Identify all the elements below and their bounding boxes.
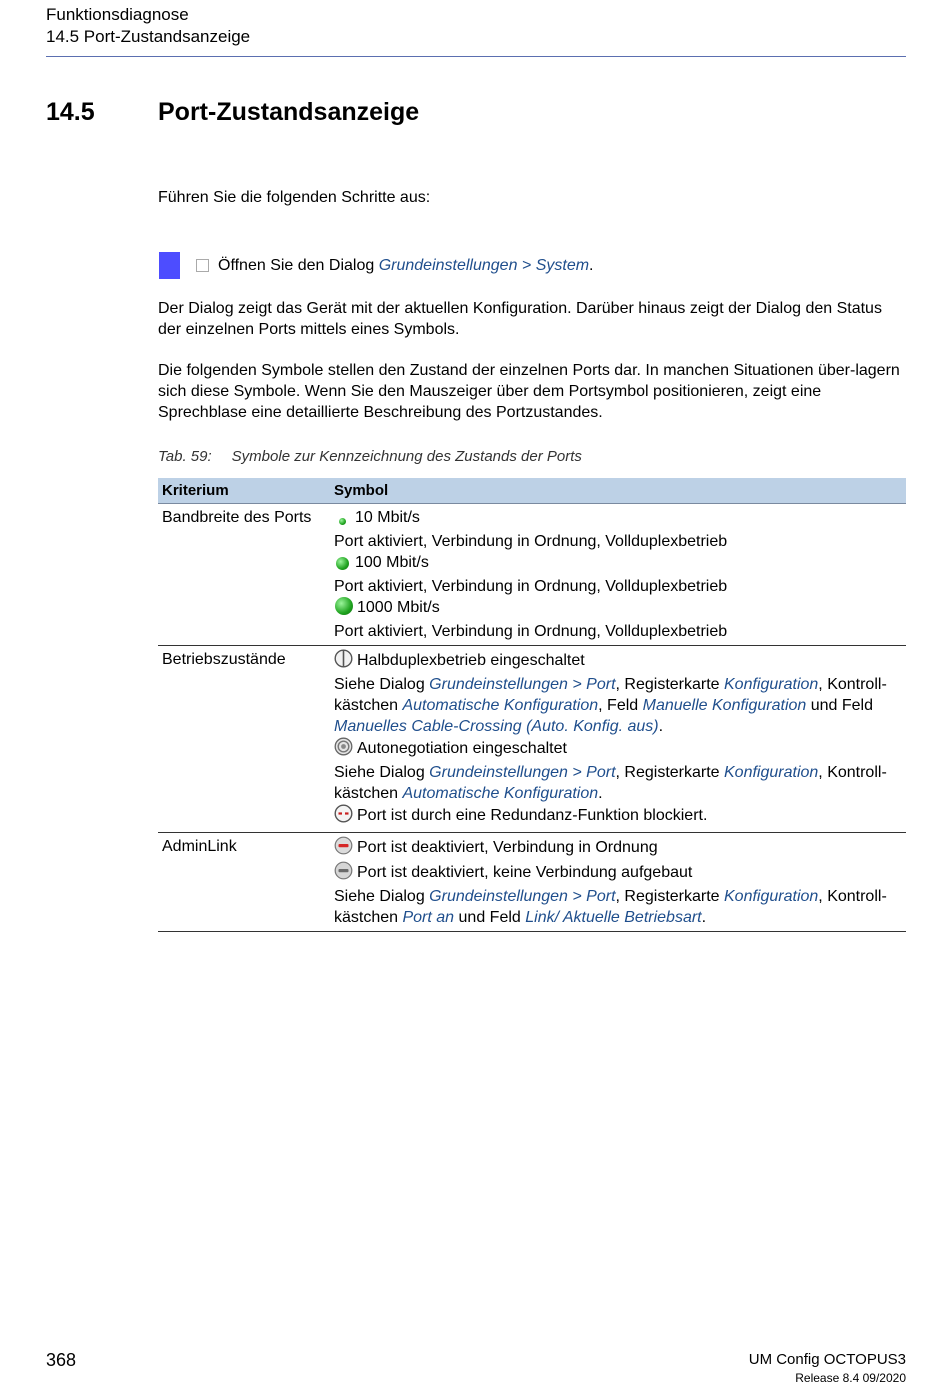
table-caption: Tab. 59: Symbole zur Kennzeichnung des Zustands der Ports <box>158 448 582 465</box>
link-konfiguration-tab[interactable]: Konfiguration <box>724 888 819 905</box>
paragraph-2: Die folgenden Symbole stellen den Zustand der einzelnen Ports dar. In manchen Situationen über-lagern sich diese Symbole. Wenn Sie den Mauszeiger über dem Portsymbol positionieren, zeigt eine Sprechblase eine detaillierte Beschreibung des Portzustandes. <box>158 362 900 421</box>
link-auto-config[interactable]: Automatische Konfiguration <box>402 785 599 802</box>
port-disabled-link-ok-icon <box>334 836 353 861</box>
port-disabled-no-link-icon <box>334 861 353 886</box>
col-header-symbol: Symbol <box>330 478 906 504</box>
symbol-cell: Port ist deaktiviert, Verbindung in Ordnung Port ist deaktiviert, keine Verbindung aufgebaut Siehe Dialog Grundeinstellungen > Port, Registerkarte Konfiguration, Kontroll-kästchen Port an und Feld Link/ Aktuelle Betriebsart. <box>330 833 906 932</box>
link-manual-cable-crossing[interactable]: Manuelles Cable-Crossing (Auto. Konfig. aus) <box>334 718 659 735</box>
port-symbol-table <box>158 478 906 932</box>
port-100mbit-icon <box>334 555 351 576</box>
adminlink-reference: Siehe Dialog Grundeinstellungen > Port, Registerkarte Konfiguration, Kontroll-kästchen Port an und Feld Link/ Aktuelle Betriebsart. <box>334 888 887 926</box>
halfduplex-reference: Siehe Dialog Grundeinstellungen > Port, Registerkarte Konfiguration, Kontroll-kästchen Automatische Konfiguration, Feld Manuelle Konfiguration und Feld Manuelles Cable-Crossing (Auto. Konfig. aus). <box>334 676 887 735</box>
header-rule <box>46 56 906 57</box>
link-konfiguration-tab[interactable]: Konfiguration <box>724 764 819 781</box>
table-header-row <box>158 478 906 504</box>
table-row <box>158 504 906 646</box>
running-header-section: 14.5 Port-Zustandsanzeige <box>46 27 251 46</box>
page-number: 368 <box>46 1350 77 1370</box>
step-marker <box>159 252 180 279</box>
step-checkbox[interactable] <box>196 259 209 272</box>
port-1000mbit-icon <box>334 597 353 621</box>
port-10mbit-icon <box>334 510 351 531</box>
redundancy-blocked-icon <box>334 804 353 829</box>
section-title: Port-Zustandsanzeige <box>158 98 420 126</box>
symbol-cell: 10 Mbit/s Port aktiviert, Verbindung in Ordnung, Vollduplexbetrieb 100 Mbit/s Port aktiviert, Verbindung in Ordnung, Vollduplexbetrieb 1000 Mbit/s Port aktiviert, Verbindung in Ordnung, Vollduplexbetrieb <box>330 504 906 646</box>
running-header-chapter: Funktionsdiagnose <box>46 5 189 24</box>
table-row <box>158 646 906 833</box>
footer-release: Release 8.4 09/2020 <box>795 1371 906 1385</box>
link-port-dialog[interactable]: Grundeinstellungen > Port <box>429 676 616 693</box>
link-port-dialog[interactable]: Grundeinstellungen > Port <box>429 888 616 905</box>
half-duplex-icon <box>334 649 353 674</box>
section-number: 14.5 <box>46 98 95 126</box>
col-header-criterion: Kriterium <box>158 478 330 504</box>
link-auto-config[interactable]: Automatische Konfiguration <box>402 697 599 714</box>
criterion-adminlink: AdminLink <box>158 833 330 932</box>
autoneg-reference: Siehe Dialog Grundeinstellungen > Port, Registerkarte Konfiguration, Kontroll-kästchen Automatische Konfiguration. <box>334 764 887 802</box>
criterion-operating-states: Betriebszustände <box>158 646 330 833</box>
criterion-bandwidth: Bandbreite des Ports <box>158 504 330 646</box>
link-port-dialog[interactable]: Grundeinstellungen > Port <box>429 764 616 781</box>
link-port-an[interactable]: Port an <box>402 909 455 926</box>
link-system-dialog[interactable]: Grundeinstellungen > System <box>378 257 590 274</box>
link-manual-config[interactable]: Manuelle Konfiguration <box>642 697 807 714</box>
paragraph-1: Der Dialog zeigt das Gerät mit der aktuellen Konfiguration. Darüber hinaus zeigt der Dialog den Status der einzelnen Ports mittels eines Symbols. <box>158 300 882 338</box>
step-text: Öffnen Sie den Dialog Grundeinstellungen > System. <box>218 257 594 274</box>
link-current-mode[interactable]: Link/ Aktuelle Betriebsart <box>525 909 702 926</box>
table-row <box>158 833 906 932</box>
link-konfiguration-tab[interactable]: Konfiguration <box>724 676 819 693</box>
symbol-cell: Halbduplexbetrieb eingeschaltet Siehe Dialog Grundeinstellungen > Port, Registerkarte Konfiguration, Kontroll-kästchen Automatische Konfiguration, Feld Manuelle Konfiguration und Feld Manuelles Cable-Crossing (Auto. Konfig. aus). Autonegotiation eingeschaltet Siehe Dialog Grundeinstellungen > Port, Registerkarte Konfiguration, Kontroll-kästchen Automatische Konfiguration. Port ist durch eine Redundanz-Funktion blockiert. <box>330 646 906 833</box>
autonegotiation-icon <box>334 737 353 762</box>
intro-text: Führen Sie die folgenden Schritte aus: <box>158 189 431 206</box>
footer-document-title: UM Config OCTOPUS3 <box>748 1351 906 1368</box>
